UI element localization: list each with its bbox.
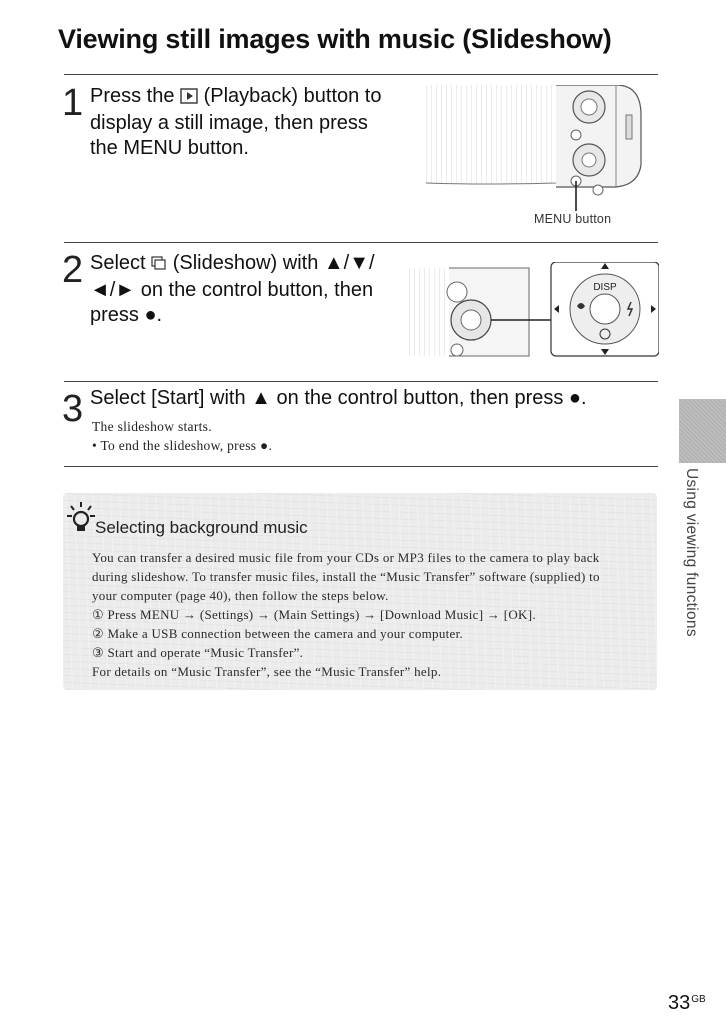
lightbulb-icon	[66, 500, 96, 536]
divider	[64, 74, 658, 75]
playback-icon	[180, 86, 198, 111]
menu-button-caption: MENU button	[534, 212, 612, 226]
divider	[64, 381, 658, 382]
step-1-number: 1	[62, 82, 84, 124]
step-3-body: The slideshow starts.	[92, 419, 212, 434]
step-3-heading: Select [Start] with ▲ on the control button, then press ●.	[90, 387, 587, 409]
hint-paragraph-line: during slideshow. To transfer music files, install the “Music Transfer” software (supplied) to	[92, 569, 600, 584]
page-number: $33^{GB}$	[668, 992, 706, 1014]
control-button-illustration	[409, 262, 659, 360]
hint-paragraph-line: your computer (page 40), then follow the steps below.	[92, 588, 389, 603]
hint-content	[92, 548, 652, 681]
hint-step: ② Make a USB connection between the camera and your computer.	[92, 626, 464, 641]
disp-label: DISP	[593, 282, 617, 293]
divider	[64, 466, 658, 467]
step-1-text: Press the (Playback) button to display a still image, then press the MENU button.	[90, 85, 382, 159]
step-2-text: Select (Slideshow) with ▲/▼/ ◄/► on the control button, then press ●.	[90, 252, 375, 326]
slideshow-icon	[151, 253, 167, 278]
step-3-bullet: • To end the slideshow, press ●.	[92, 438, 273, 453]
camera-back-illustration	[426, 85, 658, 220]
hint-footer: For details on “Music Transfer”, see the “Music Transfer” help.	[92, 664, 442, 679]
hint-step: ① Press MENU → (Settings) → (Main Settings) → [Download Music] → [OK].	[92, 607, 536, 622]
step-2-number: 2	[62, 249, 84, 291]
hint-paragraph-line: You can transfer a desired music file from your CDs or MP3 files to the camera to play back	[92, 550, 600, 565]
page-title: Viewing still images with music (Slideshow)	[58, 24, 612, 54]
hint-title: Selecting background music	[95, 518, 308, 537]
step-3-number: 3	[62, 388, 84, 430]
section-tab-label: Using viewing functions	[683, 468, 700, 637]
divider	[64, 242, 658, 243]
section-tab	[679, 399, 726, 463]
hint-step: ③ Start and operate “Music Transfer”.	[92, 645, 304, 660]
